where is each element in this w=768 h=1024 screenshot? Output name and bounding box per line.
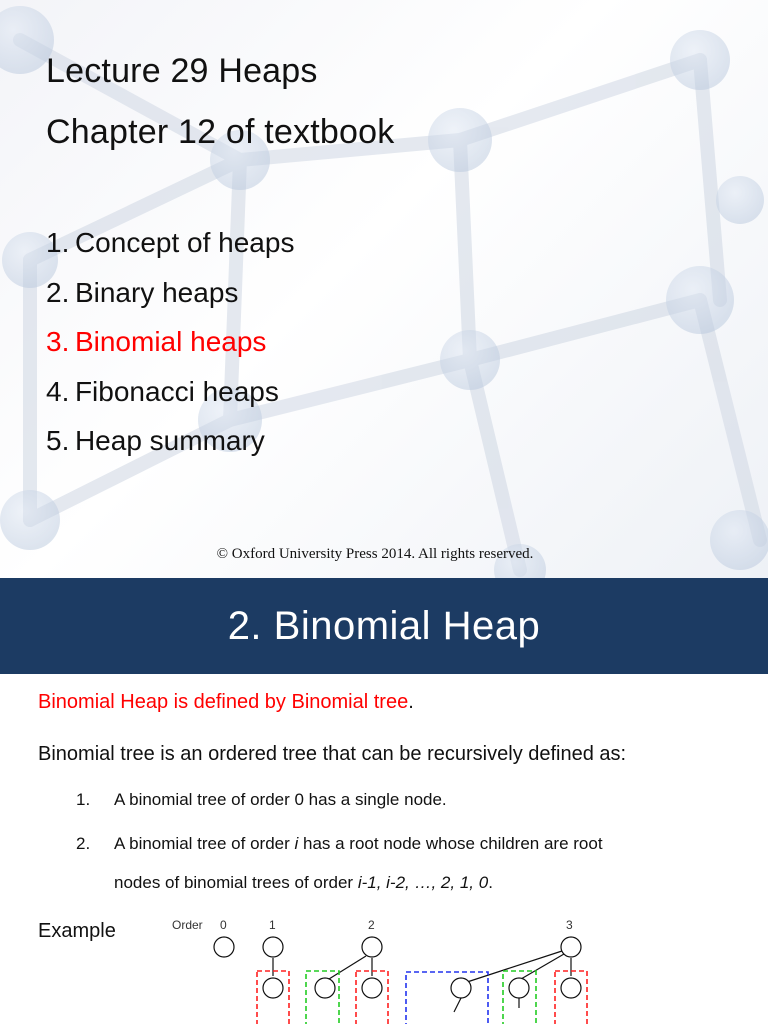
- content-slide: [0, 578, 768, 1024]
- rule-text: nodes of binomial trees of order: [114, 873, 358, 892]
- order-label: Order: [172, 918, 203, 932]
- definition-text: [38, 691, 414, 714]
- tree-edge: [461, 951, 562, 984]
- rule-number: 1.: [76, 790, 91, 809]
- tree-edge: [454, 998, 461, 1012]
- rule-continuation: [114, 873, 493, 893]
- tree-node: [315, 978, 335, 998]
- binomial-tree-diagram: [160, 912, 768, 1024]
- tree-node: [263, 937, 283, 957]
- rule-text: has a root node whose children are root: [298, 834, 603, 853]
- topic-item: 1. Concept of heaps: [46, 227, 295, 258]
- order-number: 0: [220, 918, 227, 932]
- topic-item: 5. Heap summary: [46, 425, 265, 456]
- rule-number: 2.: [76, 834, 91, 853]
- tree-node: [362, 937, 382, 957]
- lecture-title: Lecture 29 Heaps: [46, 52, 318, 90]
- order-number: 1: [269, 918, 276, 932]
- definition-sentence: Binomial Heap is defined by Binomial tree: [38, 691, 409, 713]
- rule-variable: i: [294, 834, 299, 853]
- copyright-notice: © Oxford University Press 2014. All rights reserved.: [216, 546, 534, 562]
- rule-item: [76, 790, 447, 810]
- tree-node: [214, 937, 234, 957]
- rule-text: A binomial tree of order 0 has a single node.: [114, 790, 447, 809]
- tree-node: [362, 978, 382, 998]
- slide-title-bar: [0, 578, 768, 674]
- tree-edge: [329, 956, 366, 979]
- rule-text: .: [488, 873, 493, 892]
- example-label: Example: [38, 920, 116, 942]
- topic-item: 2. Binary heaps: [46, 276, 239, 308]
- tree-node: [561, 978, 581, 998]
- intro-text: Binomial tree is an ordered tree that can be recursively defined as:: [38, 743, 627, 765]
- definition-period: .: [408, 691, 414, 713]
- order-number: 3: [566, 918, 573, 932]
- tree-node: [451, 978, 471, 998]
- tree-node: [561, 937, 581, 957]
- topic-list: [46, 218, 294, 466]
- tree-node: [509, 978, 529, 998]
- rule-variable: i-1, i-2, …, 2, 1, 0: [357, 873, 489, 892]
- topic-item: 4. Fibonacci heaps: [46, 375, 279, 407]
- order-number: 2: [368, 918, 375, 932]
- rule-item: [76, 834, 603, 854]
- chapter-title: Chapter 12 of textbook: [46, 113, 395, 151]
- rule-text: A binomial tree of order: [114, 834, 295, 853]
- slide-title: 2. Binomial Heap: [227, 603, 541, 648]
- topic-item-current: 3. Binomial heaps: [46, 326, 267, 357]
- tree-node: [263, 978, 283, 998]
